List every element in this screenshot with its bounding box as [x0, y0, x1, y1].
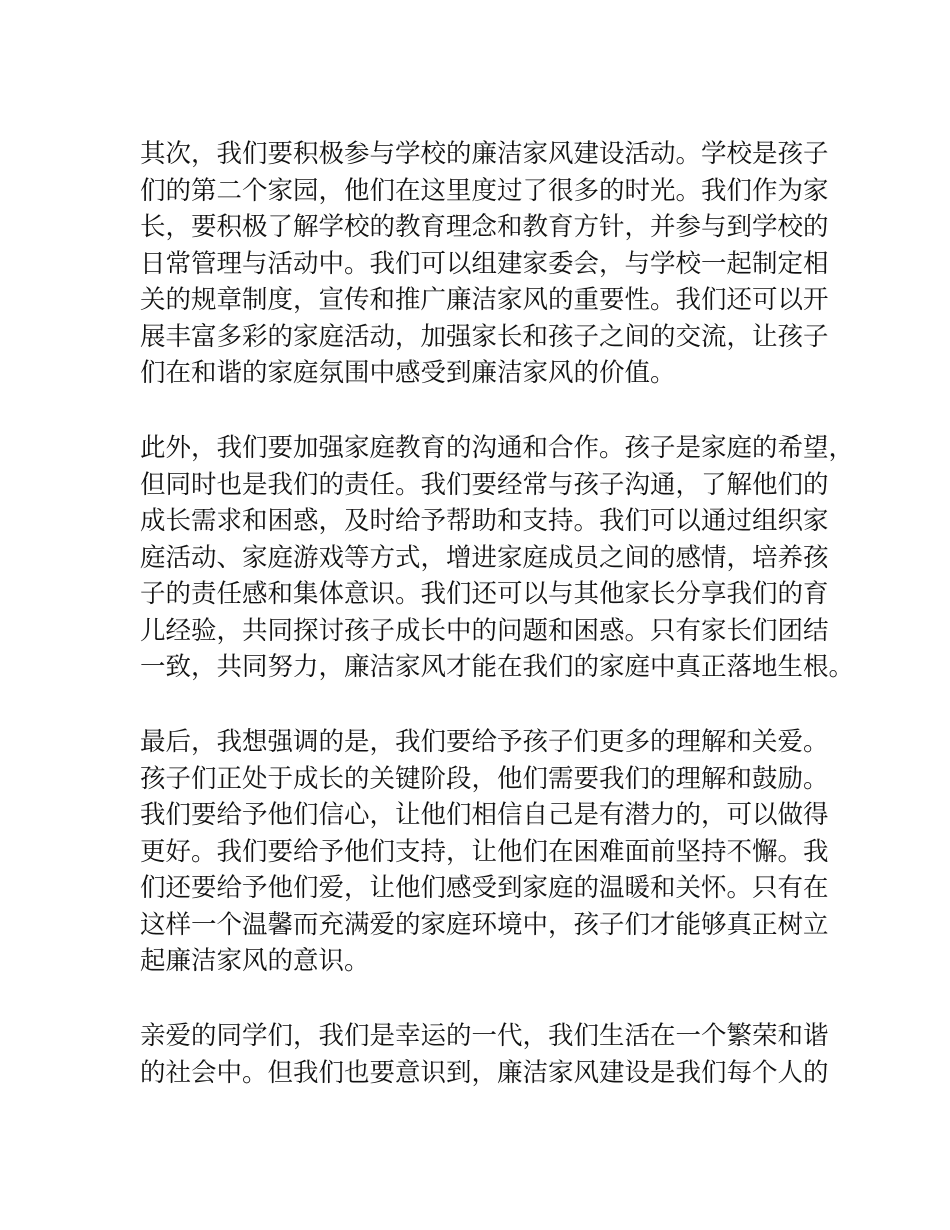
- text-line: 起廉洁家风的意识。: [140, 946, 370, 976]
- text-line: 这样一个温馨而充满爱的家庭环境中，孩子们才能够真正树立: [140, 909, 829, 940]
- paragraph-family-communication: [140, 430, 855, 686]
- text-line: 们还要给予他们爱，让他们感受到家庭的温暖和关怀。只有在: [140, 873, 829, 903]
- text-line: 子的责任感和集体意识。我们还可以与其他家长分享我们的育: [140, 579, 829, 609]
- text-line: 的社会中。但我们也要意识到，廉洁家风建设是我们每个人的: [140, 1057, 829, 1088]
- text-line: 展丰富多彩的家庭活动，加强家长和孩子之间的交流，让孩子: [140, 321, 829, 352]
- text-line: 关的规章制度，宣传和推广廉洁家风的重要性。我们还可以开: [140, 285, 829, 315]
- text-line: 亲爱的同学们，我们是幸运的一代，我们生活在一个繁荣和谐: [140, 1021, 829, 1051]
- text-line: 孩子们正处于成长的关键阶段，他们需要我们的理解和鼓励。: [140, 763, 829, 794]
- text-line: 但同时也是我们的责任。我们要经常与孩子沟通，了解他们的: [140, 469, 829, 500]
- text-line: 日常管理与活动中。我们可以组建家委会，与学校一起制定相: [140, 248, 829, 279]
- text-line: 其次，我们要积极参与学校的廉洁家风建设活动。学校是孩子: [140, 139, 829, 169]
- text-line: 长，要积极了解学校的教育理念和教育方针，并参与到学校的: [140, 212, 829, 242]
- text-line: 更好。我们要给予他们支持，让他们在困难面前坚持不懈。我: [140, 836, 829, 867]
- paragraph-understanding-care: [140, 724, 840, 980]
- text-line: 们在和谐的家庭氛围中感受到廉洁家风的价值。: [140, 358, 676, 388]
- text-line: 们的第二个家园，他们在这里度过了很多的时光。我们作为家: [140, 175, 829, 206]
- text-line: 一致，共同努力，廉洁家风才能在我们的家庭中真正落地生根。: [140, 652, 855, 682]
- text-line: 最后，我想强调的是，我们要给予孩子们更多的理解和关爱。: [140, 727, 829, 757]
- text-line: 成长需求和困惑，及时给予帮助和支持。我们可以通过组织家: [140, 506, 829, 536]
- text-line: 此外，我们要加强家庭教育的沟通和合作。孩子是家庭的希望，: [140, 433, 855, 463]
- text-line: 儿经验，共同探讨孩子成长中的问题和困惑。只有家长们团结: [140, 615, 829, 646]
- paragraph-address-students: [140, 1018, 840, 1091]
- text-line: 我们要给予他们信心，让他们相信自己是有潜力的，可以做得: [140, 800, 829, 830]
- text-line: 庭活动、家庭游戏等方式，增进家庭成员之间的感情，培养孩: [140, 542, 829, 573]
- paragraph-school-participation: [140, 136, 840, 392]
